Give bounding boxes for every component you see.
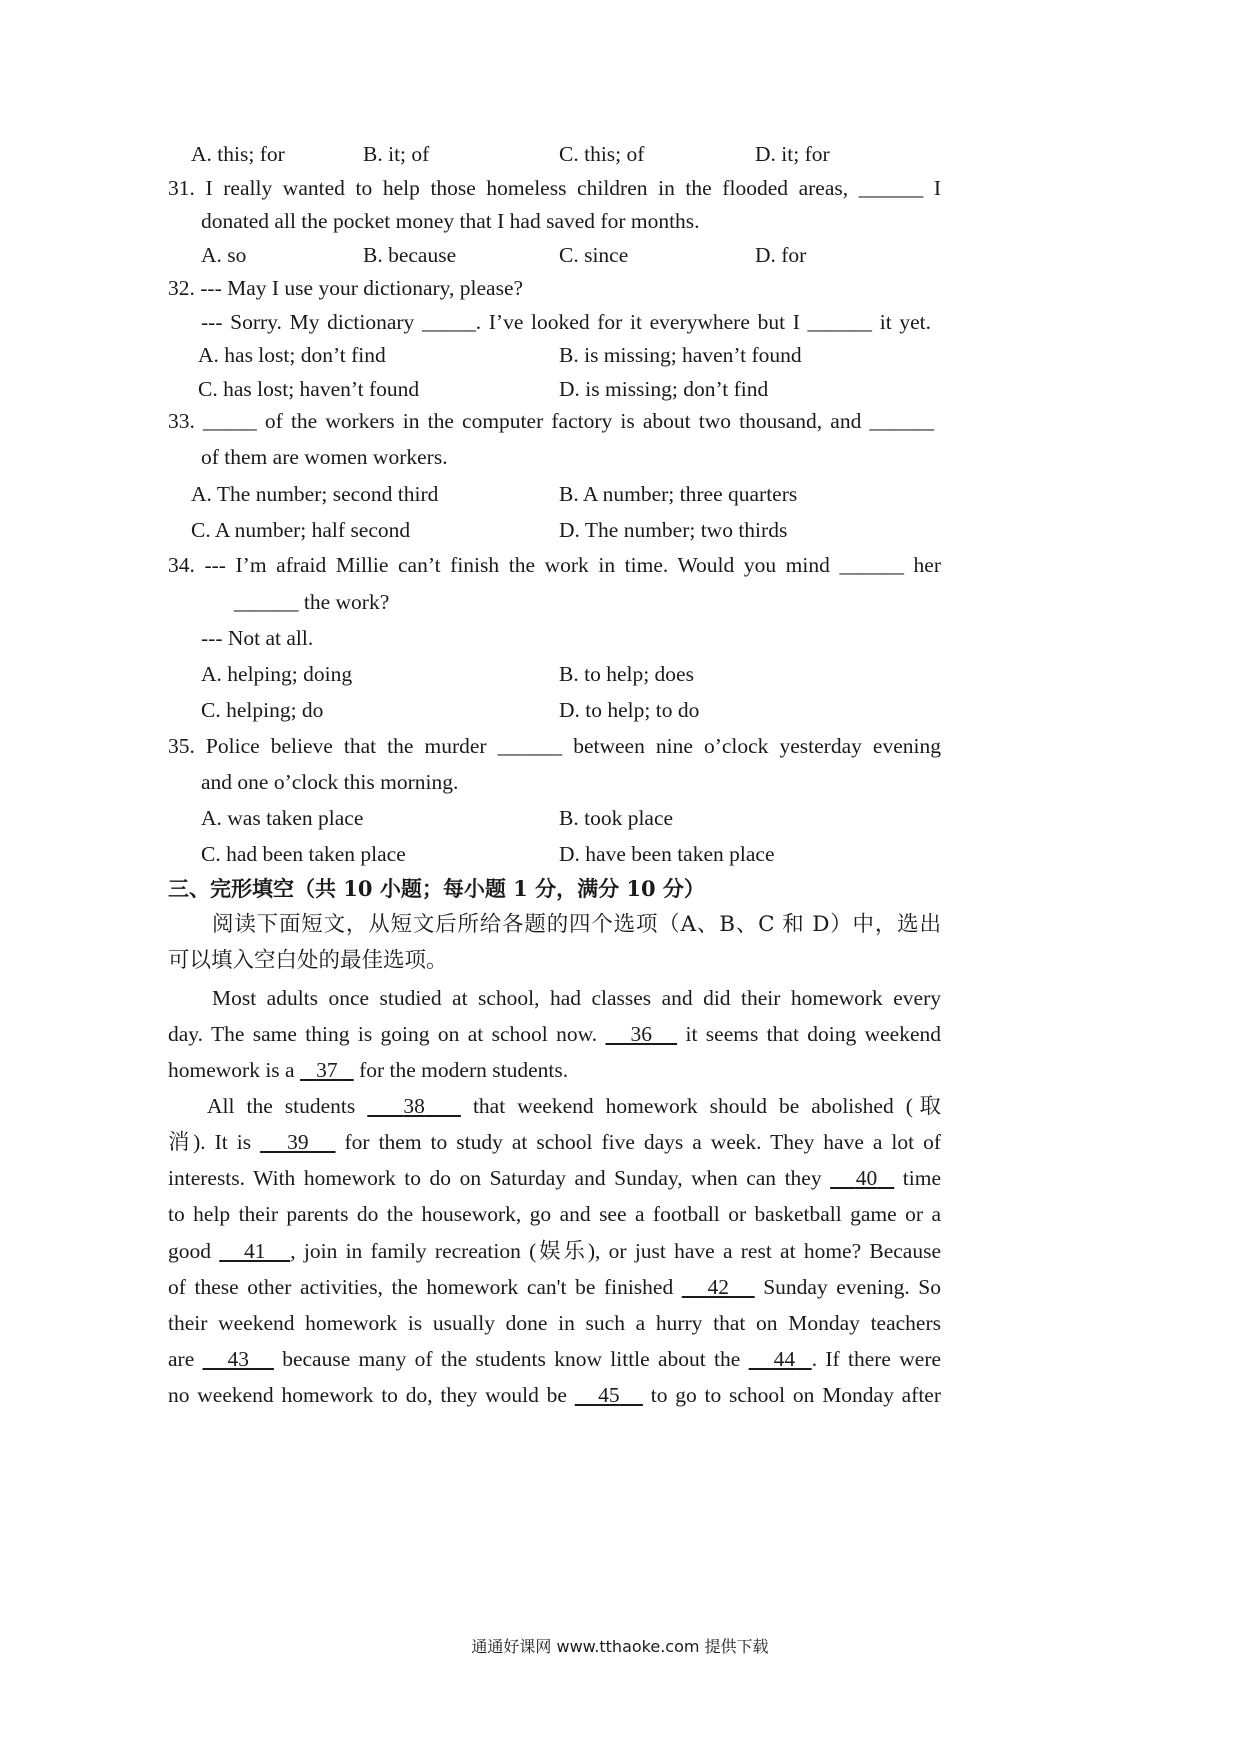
q31-stem-line1: 31. I really wanted to help those homeless children in the flooded areas, ______ I — [168, 176, 941, 200]
passage-text: that weekend homework should be abolished (取 — [460, 1094, 942, 1118]
q35-option-d: D. have been taken place — [559, 842, 775, 866]
q32-option-d: D. is missing; don’t find — [559, 377, 769, 401]
passage-text: time — [894, 1166, 942, 1190]
blank-39: 39 — [287, 1130, 309, 1154]
q35-option-c: C. had been taken place — [201, 842, 406, 866]
passage-line-11 — [168, 1346, 941, 1372]
passage-text: are — [168, 1347, 203, 1371]
q35-option-b: B. took place — [559, 806, 674, 830]
q32-option-b: B. is missing; haven’t found — [559, 343, 802, 367]
page-footer: 通通好课网 www.tthaoke.com 提供下载 — [471, 1637, 769, 1656]
passage-text: homework is a — [168, 1058, 300, 1082]
blank-36: 36 — [630, 1022, 653, 1046]
blank-38: 38 — [403, 1094, 425, 1118]
passage-text: 消). It is — [168, 1130, 261, 1154]
q34-stem-line3: --- Not at all. — [201, 626, 314, 650]
q31-option-c: C. since — [559, 243, 629, 267]
q30-option-a: A. this; for — [191, 142, 285, 166]
passage-text: day. The same thing is going on at school now. — [168, 1022, 606, 1046]
q35-option-a: A. was taken place — [201, 806, 364, 830]
passage-line-2 — [168, 1021, 941, 1047]
q33-stem-line2: of them are women workers. — [201, 445, 448, 469]
q34-option-b: B. to help; does — [559, 662, 694, 686]
passage-line-5 — [168, 1129, 941, 1155]
passage-text: to go to school on Monday after — [642, 1383, 942, 1407]
q35-stem-line2: and one o’clock this morning. — [201, 770, 459, 794]
q30-option-b: B. it; of — [363, 142, 430, 166]
passage-text: for them to study at school five days a week. They have a lot of — [335, 1130, 942, 1154]
blank-42: 42 — [707, 1275, 729, 1299]
passage-text: . If there were — [811, 1347, 942, 1371]
passage-line-3 — [168, 1057, 568, 1083]
q33-option-b: B. A number; three quarters — [559, 482, 798, 506]
passage-line-4 — [207, 1093, 941, 1119]
passage-line-1: Most adults once studied at school, had classes and did their homework every — [212, 986, 941, 1010]
q32-stem-line2: --- Sorry. My dictionary _____. I’ve looked for it everywhere but I ______ it yet. — [201, 310, 931, 334]
q34-option-c: C. helping; do — [201, 698, 324, 722]
q33-option-a: A. The number; second third — [191, 482, 439, 506]
blank-45: 45 — [598, 1383, 620, 1407]
passage-text: it seems that doing weekend — [677, 1022, 942, 1046]
passage-line-7: to help their parents do the housework, go and see a football or basketball game or a — [168, 1202, 941, 1226]
passage-text: no weekend homework to do, they would be — [168, 1383, 575, 1407]
blank-41: 41 — [244, 1239, 266, 1263]
q34-stem-line1: 34. --- I’m afraid Millie can’t finish the work in time. Would you mind ______ her — [168, 553, 941, 577]
q34-option-a: A. helping; doing — [201, 662, 353, 686]
q30-option-c: C. this; of — [559, 142, 645, 166]
passage-line-6 — [168, 1165, 941, 1191]
passage-text: because many of the students know little about the — [273, 1347, 749, 1371]
q34-option-d: D. to help; to do — [559, 698, 700, 722]
q33-option-c: C. A number; half second — [191, 518, 411, 542]
passage-line-10: their weekend homework is usually done in such a hurry that on Monday teachers — [168, 1311, 941, 1335]
passage-text: good — [168, 1239, 220, 1263]
q33-stem-line1: 33. _____ of the workers in the computer factory is about two thousand, and ______ — [168, 409, 934, 433]
blank-43: 43 — [227, 1347, 249, 1371]
section-header: 三、完形填空（共 10 小题；每小题 1 分，满分 10 分） — [168, 876, 705, 901]
q33-option-d: D. The number; two thirds — [559, 518, 788, 542]
section-instructions-line2: 可以填入空白处的最佳选项。 — [168, 948, 448, 973]
q32-stem-line1: 32. --- May I use your dictionary, please? — [168, 276, 524, 300]
q31-stem-line2: donated all the pocket money that I had saved for months. — [201, 209, 700, 233]
passage-line-8 — [168, 1238, 941, 1264]
passage-line-12 — [168, 1382, 941, 1408]
q31-option-b: B. because — [363, 243, 457, 267]
passage-text: , join in family recreation (娱乐), or just have a rest at home? Because — [290, 1239, 942, 1263]
passage-text: Sunday evening. So — [754, 1275, 941, 1299]
passage-text: All the students — [207, 1094, 368, 1118]
passage-line-9 — [168, 1274, 941, 1300]
passage-text: interests. With homework to do on Saturday and Sunday, when can they — [168, 1166, 831, 1190]
q35-stem-line1: 35. Police believe that the murder ______ between nine o’clock yesterday evening — [168, 734, 941, 758]
q34-stem-line2: ______ the work? — [234, 590, 390, 614]
q31-option-d: D. for — [755, 243, 807, 267]
q31-option-a: A. so — [201, 243, 247, 267]
section-instructions-line1: 阅读下面短文，从短文后所给各题的四个选项（A、B、C 和 D）中，选出 — [212, 912, 941, 937]
passage-text: of these other activities, the homework can't be finished — [168, 1275, 682, 1299]
q32-option-c: C. has lost; haven’t found — [198, 377, 420, 401]
passage-text: for the modern students. — [353, 1058, 569, 1082]
q30-option-d: D. it; for — [755, 142, 830, 166]
q32-option-a: A. has lost; don’t find — [198, 343, 386, 367]
blank-44: 44 — [773, 1347, 796, 1371]
blank-40: 40 — [855, 1166, 878, 1190]
blank-37: 37 — [316, 1058, 338, 1082]
